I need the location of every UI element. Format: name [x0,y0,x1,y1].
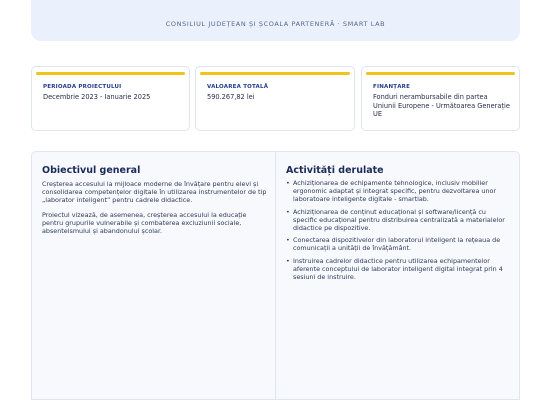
card-accent-bar [200,72,350,75]
card-label: FINANȚARE [373,84,411,90]
card-label: VALOAREA TOTALĂ [207,84,269,90]
objective-paragraph: Proiectul vizează, de asemenea, creșterea accesului la educație pentru grupurile vulnerabile și combaterea excluziunii sociale, absenteismului și abandonului școlar. [42,211,247,235]
card-accent-bar [36,72,185,75]
hero-banner [31,0,520,41]
objective-title: Obiectivul general [42,165,141,176]
card-value: Fonduri nerambursabile din partea Uniunii Europene - Următoarea Generație UE [373,93,510,119]
objective-paragraph: Creșterea accesului la mijloace moderne de învățare pentru elevi și consolidarea competențelor digitale în utilizarea instrumentelor de tip „laborator inteligent” pentru cadrele didactice. [42,180,267,204]
activities-title: Activități derulate [286,165,384,176]
hero-text: CONSILIUL JUDEȚEAN ȘI ȘCOALA PARTENERĂ · SMART LAB [165,20,386,28]
activities-list [286,180,509,287]
card-value: 590.267,82 lei [207,93,255,101]
activities-panel [275,151,520,400]
card-value: Decembrie 2023 - Ianuarie 2025 [43,93,151,101]
list-item: • Conectarea dispozitivelor din laboratorul inteligent la rețeaua de comunicații a unității de învățământ. [286,237,509,253]
card-label: PERIOADA PROIECTULUI [43,84,122,90]
objective-panel [31,151,276,400]
card-accent-bar [366,72,515,75]
funding-card [361,66,520,131]
list-item: • Achiziționarea de conținut educațional și software/licență cu specific educațional pentru distribuirea centralizată a materialelor didactice pe dispozitive. [286,209,509,233]
list-item: • Instruirea cadrelor didactice pentru utilizarea echipamentelor aferente conceptului de laborator inteligent digital integrat prin 4 sesiuni de instruire. [286,258,509,282]
project-period-card [31,66,190,131]
list-item: • Achiziționarea de echipamente tehnologice, inclusiv mobilier ergonomic adaptat și integrat specific, pentru dezvoltarea unor laboratoare inteligente digitale - smartlab. [286,180,509,204]
total-value-card [195,66,355,131]
